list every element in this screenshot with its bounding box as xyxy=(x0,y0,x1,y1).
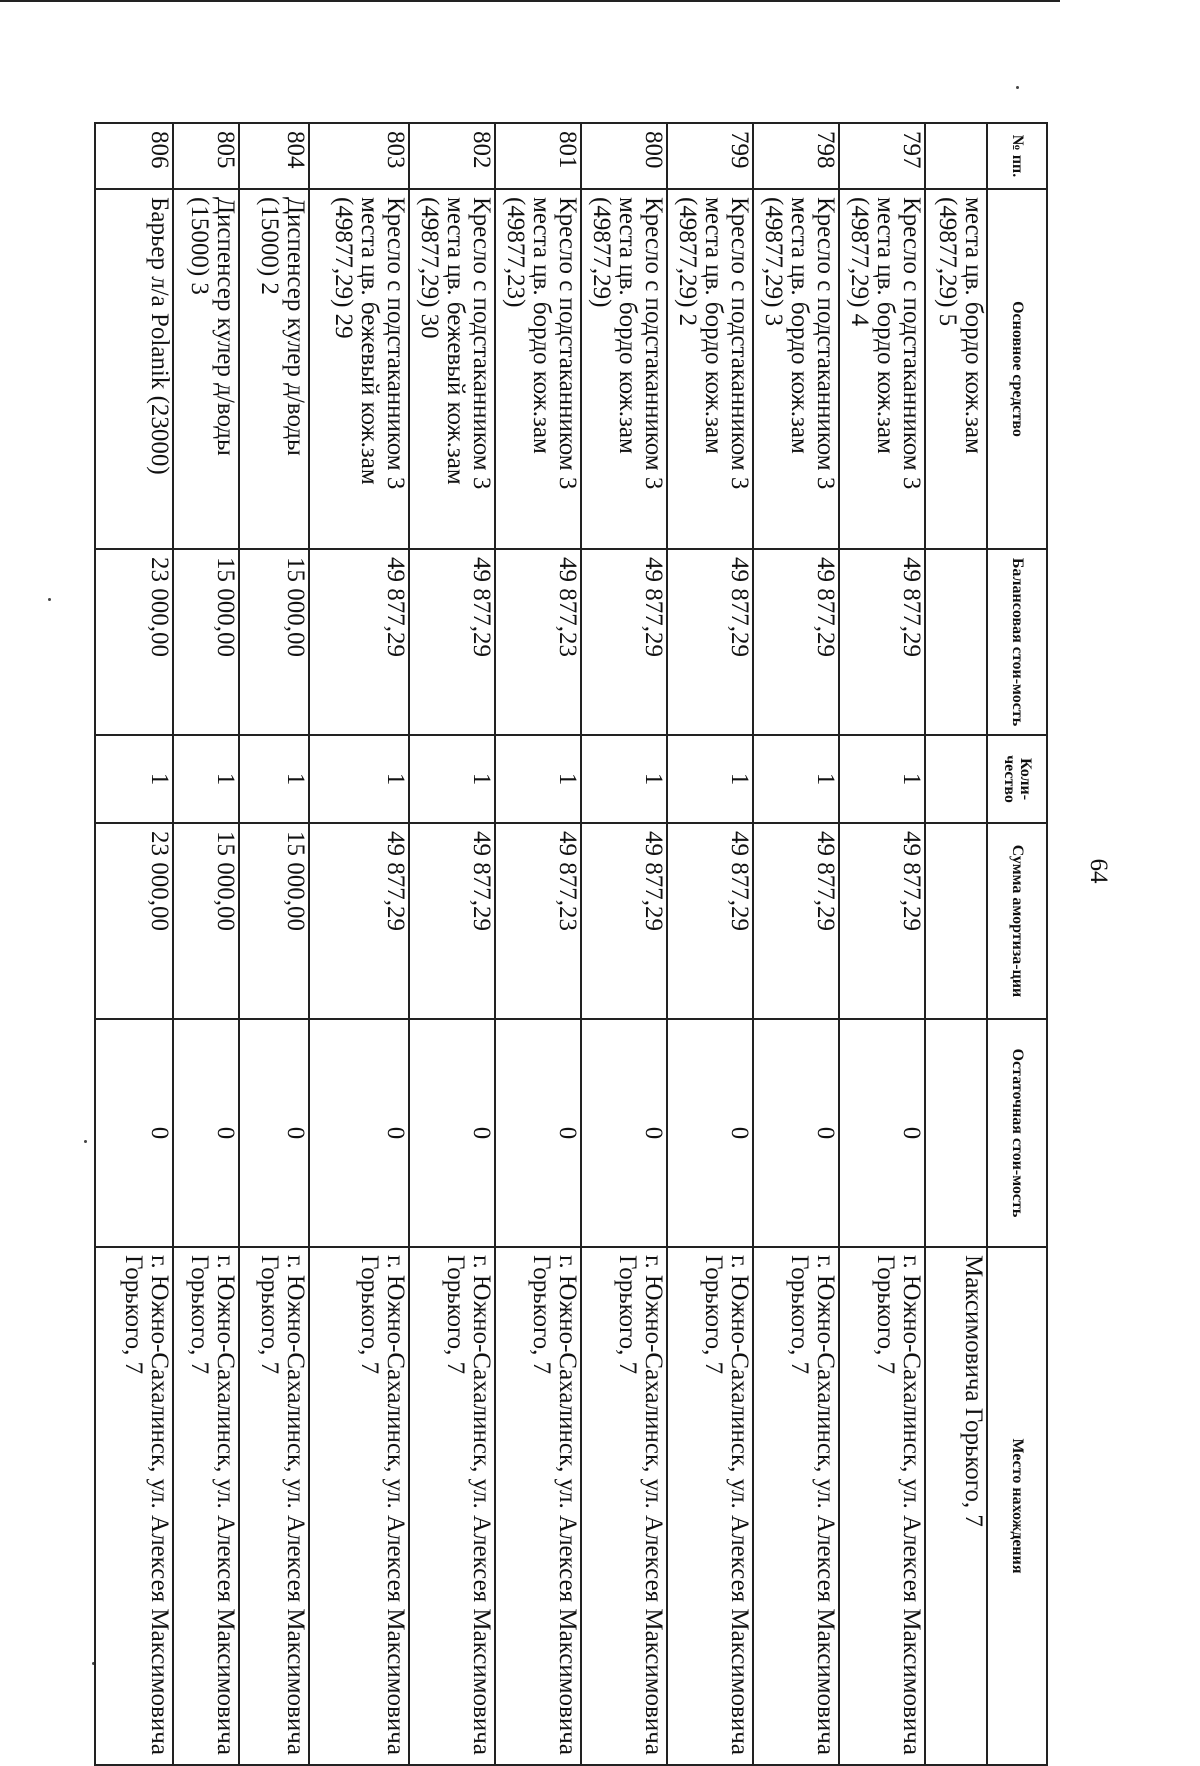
table-row-continuation xyxy=(925,123,987,1765)
cell-residual: 0 xyxy=(409,1019,495,1247)
cell-number: 799 xyxy=(667,123,753,189)
cell-quantity: 1 xyxy=(309,735,409,823)
cell-number: 801 xyxy=(495,123,581,189)
header-quantity: Коли-чество xyxy=(987,735,1047,823)
cell-location: г. Южно-Сахалинск, ул. Алексея Максимовича Горького, 7 xyxy=(95,1247,173,1765)
cell-location: г. Южно-Сахалинск, ул. Алексея Максимовича Горького, 7 xyxy=(239,1247,309,1765)
table-row xyxy=(239,123,309,1765)
table-body xyxy=(95,123,987,1765)
table-row xyxy=(753,123,839,1765)
cell-amortization: 49 877,23 xyxy=(495,823,581,1019)
cell-location: г. Южно-Сахалинск, ул. Алексея Максимовича Горького, 7 xyxy=(753,1247,839,1765)
cell-balance: 49 877,23 xyxy=(495,549,581,735)
table-header-row xyxy=(987,123,1047,1765)
table-row xyxy=(495,123,581,1765)
cell-location: г. Южно-Сахалинск, ул. Алексея Максимовича Горького, 7 xyxy=(173,1247,239,1765)
cell-asset: места цв. бордо кож.зам (49877,29) 5 xyxy=(925,189,987,549)
cell-quantity: 1 xyxy=(667,735,753,823)
scan-speck xyxy=(84,1140,87,1143)
cell-amortization: 15 000,00 xyxy=(173,823,239,1019)
cell-number xyxy=(925,123,987,189)
cell-residual: 0 xyxy=(753,1019,839,1247)
cell-location: Максимовича Горького, 7 xyxy=(925,1247,987,1765)
cell-residual: 0 xyxy=(173,1019,239,1247)
cell-balance xyxy=(925,549,987,735)
cell-number: 798 xyxy=(753,123,839,189)
cell-number: 800 xyxy=(581,123,667,189)
cell-residual: 0 xyxy=(95,1019,173,1247)
cell-quantity: 1 xyxy=(581,735,667,823)
cell-balance: 49 877,29 xyxy=(753,549,839,735)
cell-asset: Барьер л/а Polanik (23000) xyxy=(95,189,173,549)
cell-number: 797 xyxy=(839,123,925,189)
cell-number: 802 xyxy=(409,123,495,189)
cell-quantity: 1 xyxy=(839,735,925,823)
cell-residual: 0 xyxy=(495,1019,581,1247)
table-row xyxy=(667,123,753,1765)
header-location: Место нахождения xyxy=(987,1247,1047,1765)
scan-speck xyxy=(1016,86,1019,89)
header-balance: Балансовая стои-мость xyxy=(987,549,1047,735)
cell-asset: Кресло с подстаканником 3 места цв. бежевый кож.зам (49877,29) 29 xyxy=(309,189,409,549)
cell-location: г. Южно-Сахалинск, ул. Алексея Максимовича Горького, 7 xyxy=(409,1247,495,1765)
cell-quantity: 1 xyxy=(409,735,495,823)
scan-edge-line xyxy=(0,0,1060,2)
cell-quantity: 1 xyxy=(239,735,309,823)
rotated-table-wrapper xyxy=(110,122,1048,1764)
cell-asset: Кресло с подстаканником 3 места цв. бордо кож.зам (49877,29) xyxy=(581,189,667,549)
cell-location: г. Южно-Сахалинск, ул. Алексея Максимовича Горького, 7 xyxy=(309,1247,409,1765)
cell-amortization: 49 877,29 xyxy=(753,823,839,1019)
cell-location: г. Южно-Сахалинск, ул. Алексея Максимовича Горького, 7 xyxy=(581,1247,667,1765)
header-residual: Остаточная стои-мость xyxy=(987,1019,1047,1247)
cell-amortization: 23 000,00 xyxy=(95,823,173,1019)
cell-balance: 49 877,29 xyxy=(409,549,495,735)
cell-quantity: 1 xyxy=(495,735,581,823)
cell-balance: 15 000,00 xyxy=(239,549,309,735)
asset-table xyxy=(94,122,1048,1766)
scan-speck xyxy=(48,598,51,601)
cell-amortization xyxy=(925,823,987,1019)
cell-balance: 49 877,29 xyxy=(667,549,753,735)
page-number: 64 xyxy=(1085,858,1112,884)
header-number: № пп. xyxy=(987,123,1047,189)
cell-number: 805 xyxy=(173,123,239,189)
cell-balance: 49 877,29 xyxy=(839,549,925,735)
cell-residual: 0 xyxy=(309,1019,409,1247)
cell-number: 806 xyxy=(95,123,173,189)
table-row xyxy=(581,123,667,1765)
cell-residual: 0 xyxy=(239,1019,309,1247)
cell-amortization: 49 877,29 xyxy=(581,823,667,1019)
cell-residual: 0 xyxy=(667,1019,753,1247)
cell-location: г. Южно-Сахалинск, ул. Алексея Максимовича Горького, 7 xyxy=(667,1247,753,1765)
cell-balance: 15 000,00 xyxy=(173,549,239,735)
cell-amortization: 15 000,00 xyxy=(239,823,309,1019)
cell-amortization: 49 877,29 xyxy=(309,823,409,1019)
cell-asset: Кресло с подстаканником 3 места цв. бордо кож.зам (49877,23) xyxy=(495,189,581,549)
cell-asset: Диспенсер кулер д/воды (15000) 3 xyxy=(173,189,239,549)
cell-residual: 0 xyxy=(581,1019,667,1247)
cell-quantity xyxy=(925,735,987,823)
cell-quantity: 1 xyxy=(753,735,839,823)
cell-residual xyxy=(925,1019,987,1247)
cell-balance: 49 877,29 xyxy=(309,549,409,735)
cell-asset: Диспенсер кулер д/воды (15000) 2 xyxy=(239,189,309,549)
cell-asset: Кресло с подстаканником 3 места цв. бордо кож.зам (49877,29) 3 xyxy=(753,189,839,549)
cell-amortization: 49 877,29 xyxy=(409,823,495,1019)
cell-balance: 23 000,00 xyxy=(95,549,173,735)
header-amortization: Сумма амортиза-ции xyxy=(987,823,1047,1019)
cell-asset: Кресло с подстаканником 3 места цв. бордо кож.зам (49877,29) 2 xyxy=(667,189,753,549)
cell-number: 803 xyxy=(309,123,409,189)
cell-quantity: 1 xyxy=(173,735,239,823)
header-asset: Основное средство xyxy=(987,189,1047,549)
cell-balance: 49 877,29 xyxy=(581,549,667,735)
table-row xyxy=(409,123,495,1765)
cell-amortization: 49 877,29 xyxy=(839,823,925,1019)
table-row xyxy=(95,123,173,1765)
cell-residual: 0 xyxy=(839,1019,925,1247)
cell-amortization: 49 877,29 xyxy=(667,823,753,1019)
table-row xyxy=(839,123,925,1765)
cell-number: 804 xyxy=(239,123,309,189)
cell-quantity: 1 xyxy=(95,735,173,823)
table-row xyxy=(173,123,239,1765)
cell-asset: Кресло с подстаканником 3 места цв. бордо кож.зам (49877,29) 4 xyxy=(839,189,925,549)
cell-asset: Кресло с подстаканником 3 места цв. бежевый кож.зам (49877,29) 30 xyxy=(409,189,495,549)
cell-location: г. Южно-Сахалинск, ул. Алексея Максимовича Горького, 7 xyxy=(495,1247,581,1765)
cell-location: г. Южно-Сахалинск, ул. Алексея Максимовича Горького, 7 xyxy=(839,1247,925,1765)
table-row xyxy=(309,123,409,1765)
